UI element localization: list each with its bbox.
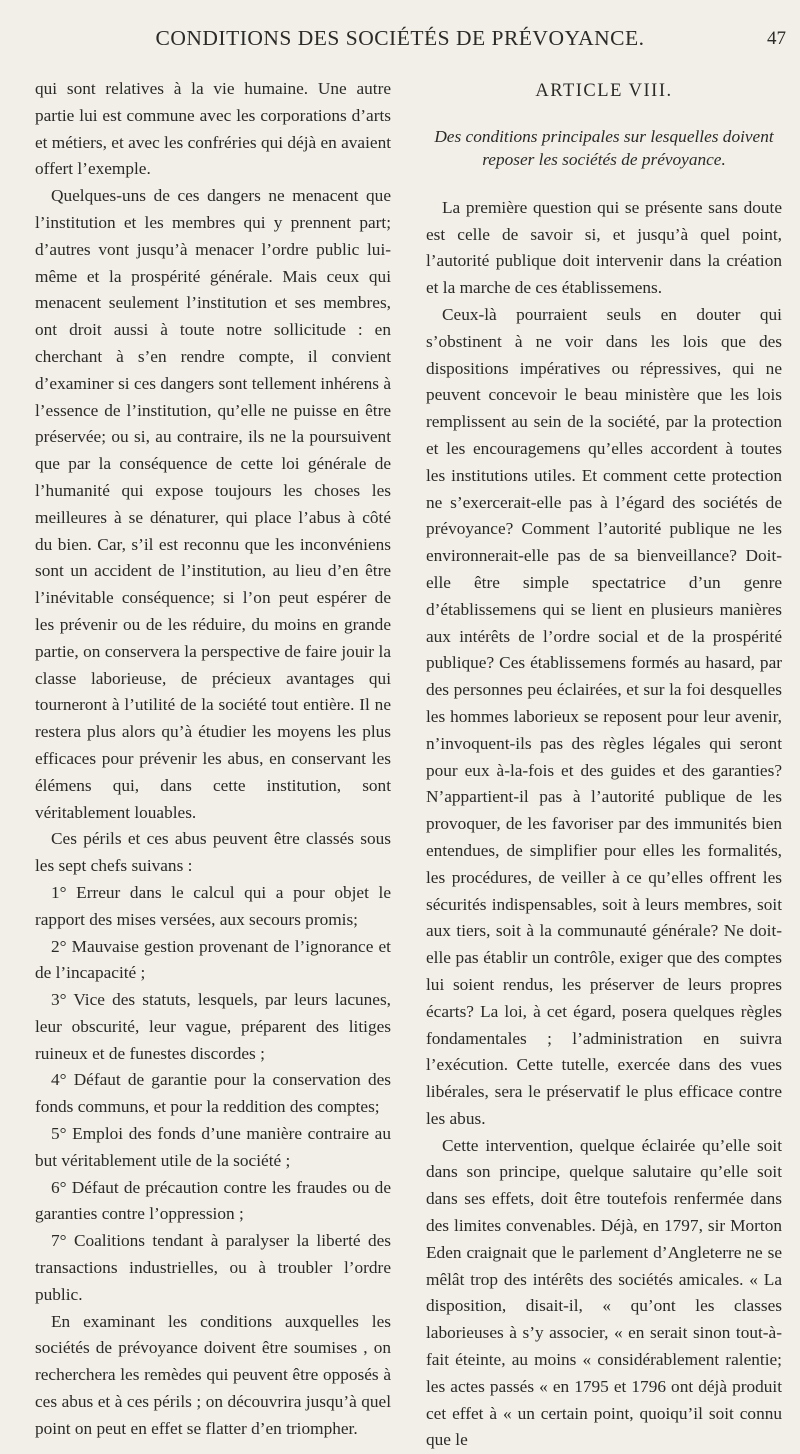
paragraph: qui sont relatives à la vie humaine. Une autre partie lui est commune avec les corporations d’arts et métiers, et avec les confréries qui déjà en avaient offert l’exemple. bbox=[35, 79, 392, 179]
list-item: 3° Vice des statuts, lesquels, par leurs lacunes, leur obscurité, leur vague, préparent des litiges ruineux et de funestes discordes ; bbox=[35, 990, 391, 1063]
list-item: 4° Défaut de garantie pour la conservation des fonds communs, et pour la reddition des comptes; bbox=[35, 1070, 391, 1117]
paragraph: Quelques-uns de ces dangers ne menacent que l’institution et les membres qui y prennent part; d’autres vont jusqu’à menacer l’ordre public lui-même et la prospérité générale. Mais ceux qui menacent seulement l’institution et ses membres, ont droit aussi à toute notre sollicitude : en cherchant à s’en rendre compte, il convient d’examiner si ces dangers sont tellement inhérens à l’essence de l’institution, qu’elle ne puisse en être préservée; ou si, au contraire, ils ne la poursuivent que par la conséquence de cette loi générale de l’humanité qui expose toujours les choses les meilleures à se dénaturer, qui place l’abus à côté du bien. Car, s’il est reconnu que les inconvéniens sont un accident de l’institution, au lieu d’en être l’inévitable conséquence; si l’on peut espérer de les prévenir ou de les réduire, du moins en grande partie, on conservera la perspective de faire jouir la classe laborieuse, de précieux avantages qui tourneront à l’utilité de la société tout entière. Il ne restera plus alors qu’à étudier les moyens les plus efficaces pour prévenir les abus, en conservant les élémens qui, dans cette institution, sont véritablement louables. bbox=[35, 186, 391, 822]
paragraph: Ces périls et ces abus peuvent être classés sous les sept chefs suivans : bbox=[35, 829, 391, 876]
paragraph: Cette intervention, quelque éclairée qu’elle soit dans son principe, quelque salutaire qu’elle soit dans ses effets, doit être toutefois renfermée dans des limites convenables. Déjà, en 1797, sir Morton Eden craignait que le parlement d’Angleterre ne se mêlât trop des intérêts des sociétés amicales. « La disposition, disait-il, « qu’ont les classes laborieuses à s’y associer, « en serait sinon tout-à-fait éteinte, au moins « considérablement ralentie; les actes passés « en 1795 et 1796 ont déjà produit cet effet à « un certain point, quoiqu’il soit connu que le bbox=[426, 1135, 782, 1450]
right-column bbox=[426, 76, 782, 1454]
list-item: 6° Défaut de précaution contre les fraudes ou de garanties contre l’oppression ; bbox=[35, 1177, 391, 1224]
list-item: 2° Mauvaise gestion provenant de l’ignorance et de l’incapacité ; bbox=[35, 936, 391, 983]
article-heading: ARTICLE VIII. bbox=[535, 81, 673, 101]
page-number: 47 bbox=[767, 28, 786, 49]
list-item: 5° Emploi des fonds d’une manière contraire au but véritablement utile de la société ; bbox=[35, 1124, 391, 1170]
list-item: 7° Coalitions tendant à paralyser la liberté des transactions industrielles, ou à troubler l’ordre public. bbox=[35, 1231, 391, 1304]
running-head: CONDITIONS DES SOCIÉTÉS DE PRÉVOYANCE. bbox=[155, 26, 645, 50]
paragraph: La première question qui se présente sans doute est celle de savoir si, et jusqu’à quel point, l’autorité publique doit intervenir dans la création et la marche de ces établissemens. bbox=[426, 197, 782, 298]
article-subtitle: Des conditions principales sur lesquelles doivent reposer les sociétés de prévoyance. bbox=[434, 126, 774, 169]
list-item: 1° Erreur dans le calcul qui a pour objet le rapport des mises versées, aux secours promis; bbox=[35, 882, 391, 929]
paragraph: En examinant les conditions auxquelles les sociétés de prévoyance doivent être soumises , on recherchera les remèdes qui peuvent être opposés à ces abus et à ces périls ; on découvrira jusqu’à quel point on peut en effet se flatter d’en triompher. bbox=[35, 1311, 391, 1438]
left-column bbox=[35, 76, 391, 1443]
paragraph: Ceux-là pourraient seuls en douter qui s’obstinent à ne voir dans les lois que des dispositions impératives ou répressives, qui ne peuvent concevoir le beau ministère que les lois remplissent au sein de la société, par la protection et les encouragemens qu’elles accordent à toutes les institutions utiles. Et comment cette protection ne s’exercerait-elle pas à l’égard des sociétés de prévoyance? Comment l’autorité publique ne les environnerait-elle pas de sa bienveillance? Doit-elle être simple spectatrice d’un genre d’établissemens qui se lient en plusieurs manières aux intérêts de l’ordre social et de la prospérité publique? Ces établissemens formés au hasard, par des personnes peu éclairées, et sur la foi desquelles les hommes laborieux se reposent pour leur avenir, n’invoquent-ils pas des règles légales qui seront pour eux à-la-fois et des guides et des garanties? N’appartient-il pas à l’autorité publique de les provoquer, de les favoriser par des immunités bien entendues, de simplifier pour elles les formalités, les procédures, de veiller à ce qu’elles offrent les sécurités indispensables, soit à leurs membres, soit aux tiers, soit à la communauté générale? Ne doit-elle pas établir un contrôle, exiger que des comptes lui soient rendus, les préserver de leurs propres écarts? La loi, à cet égard, posera quelques règles fondamentales ; l’administration en suivra l’exécution. Cette tutelle, exercée dans des vues libérales, sera le préservatif le plus efficace contre les abus. bbox=[426, 304, 782, 1128]
